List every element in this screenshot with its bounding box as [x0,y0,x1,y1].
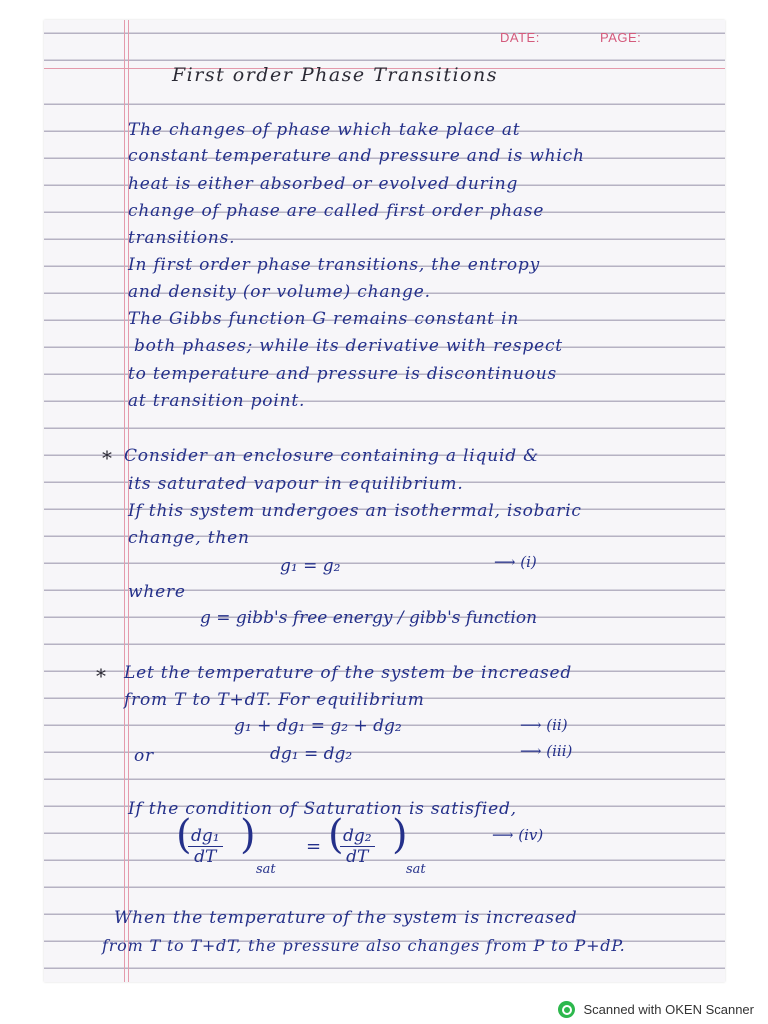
bullet1-line: If this system undergoes an isothermal, isobaric [128,501,582,521]
oken-scanner-logo-icon [558,1001,575,1018]
bullet2-line: from T to T+dT. For equilibrium [124,690,425,710]
equation-3-tag: ⟶ (iii) [520,742,573,760]
para3-line: The Gibbs function G remains constant in [128,309,520,329]
para1-line: constant temperature and pressure and is which [128,146,585,166]
para2-line: and density (or volume) change. [128,282,431,302]
para3-line: at transition point. [128,391,306,411]
para3-line: both phases; while its derivative with respect [134,336,563,356]
equation-2: g₁ + dg₁ = g₂ + dg₂ [234,716,402,736]
lhs-derivative [188,826,223,867]
right-paren: ) [240,812,256,858]
para1-line: transitions. [128,228,236,248]
equals-sign: = [306,836,322,857]
rhs-sat-subscript: sat [406,862,426,877]
equation-3: dg₁ = dg₂ [270,744,353,764]
para1-line: change of phase are called first order phase [128,201,545,221]
closing-line: from T to T+dT, the pressure also changes from P to P+dP. [102,936,626,955]
saturation-condition: If the condition of Saturation is satisfied, [128,799,517,819]
bullet1-line: change, then [128,528,250,548]
closing-line: When the temperature of the system is increased [114,908,578,928]
rhs-numerator: dg₂ [340,826,375,847]
bullet1-line: its saturated vapour in equilibrium. [128,474,464,494]
para3-line: to temperature and pressure is discontinuous [128,364,558,384]
scanner-text: Scanned with OKEN Scanner [583,1002,754,1017]
equation-4-tag: ⟶ (iv) [492,826,544,844]
bullet-star: * [102,446,112,470]
para2-line: In first order phase transitions, the entropy [128,255,540,275]
rhs-derivative [340,826,375,867]
or-label: or [134,746,154,766]
where-label: where [128,582,186,602]
bullet1-line: Consider an enclosure containing a liquid & [124,446,540,466]
notebook-page [44,20,725,982]
bullet2-line: Let the temperature of the system be increased [124,663,573,683]
page-title: First order Phase Transitions [172,64,498,86]
equation-1-tag: ⟶ (i) [494,553,537,571]
margin-line [124,20,125,982]
gibbs-definition: g = gibb's free energy / gibb's function [200,608,538,628]
lhs-denominator: dT [194,847,217,867]
para1-line: The changes of phase which take place at [128,120,521,140]
scanner-watermark [558,1001,754,1018]
lhs-sat-subscript: sat [256,862,276,877]
page-label: PAGE: [600,30,642,45]
left-paren: ( [176,812,192,858]
bullet-star: * [96,664,106,688]
rhs-denominator: dT [346,847,369,867]
equation-2-tag: ⟶ (ii) [520,716,568,734]
equation-1: g₁ = g₂ [280,556,341,576]
left-paren: ( [328,812,344,858]
date-label: DATE: [500,30,540,45]
lhs-numerator: dg₁ [188,826,223,847]
right-paren: ) [392,812,408,858]
para1-line: heat is either absorbed or evolved during [128,174,519,194]
